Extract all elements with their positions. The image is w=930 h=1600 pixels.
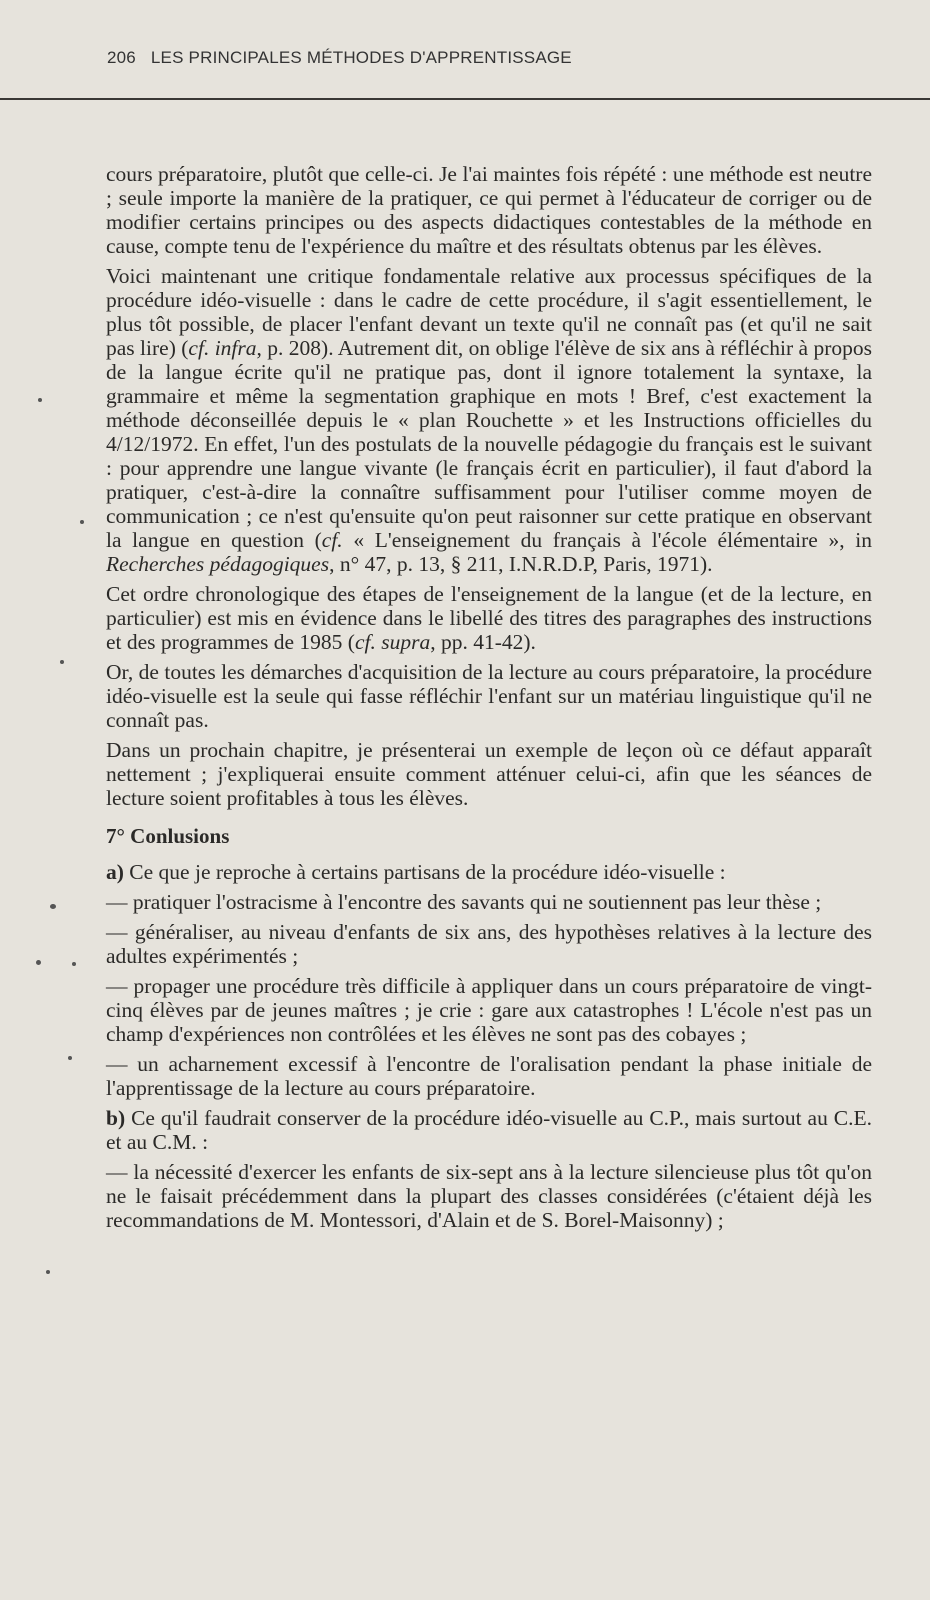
section-heading: 7° Conlusions [106,824,230,848]
paper-speck [50,904,56,909]
paragraph-1: cours préparatoire, plutôt que celle-ci. Je l'ai maintes fois répété : une méthode est neutre ; seule importe la manière de la pratiquer, ce qui permet à l'éducateur de corriger ou de modifier certains principes ou des aspects didactiques contestables de la méthode en cause, compte tenu de l'expérience du maître et des résultats obtenus par les élèves. [106,162,872,258]
page-number: 206 [107,48,136,67]
paragraph-2 [106,264,872,576]
running-title: LES PRINCIPALES MÉTHODES D'APPRENTISSAGE [150,48,572,67]
paper-speck [46,1270,50,1274]
p3-part-a: Cet ordre chronologique des étapes de l'enseignement de la langue (et de la lecture, en particulier) est mis en évidence dans le libellé des titres des paragraphes des instructions et des programmes de 1985 ( [106,582,872,654]
paper-speck [68,1056,72,1060]
p3-cf-supra: cf. supra [354,630,431,654]
p2-journal-title: Recherches pédagogiques [106,552,330,576]
p2-cf: cf. [321,528,343,552]
point-a-item: — généraliser, au niveau d'enfants de six ans, des hypothèses relatives à la lecture des adultes expérimentés ; [106,920,872,968]
point-a-label: a) [106,860,124,884]
paragraph-3 [106,582,872,654]
p2-part-c: « L'enseignement du français à l'école élémentaire », in [342,528,872,552]
point-a-item: — propager une procédure très difficile à appliquer dans un cours préparatoire de vingt-cinq élèves par de jeunes maîtres ; je crie : gare aux catastrophes ! L'école n'est pas un champ d'expériences non contrôlées et les élèves ne sont pas des cobayes ; [106,974,872,1046]
p2-part-d: , n° 47, p. 13, § 211, I.N.R.D.P, Paris, 1971). [329,552,713,576]
header-rule [0,98,930,100]
paper-speck [60,660,64,664]
point-a-item: — pratiquer l'ostracisme à l'encontre des savants qui ne soutiennent pas leur thèse ; [106,890,822,914]
paper-speck [38,398,42,402]
point-b-label: b) [106,1106,126,1130]
paragraph-5: Dans un prochain chapitre, je présenterai un exemple de leçon où ce défaut apparaît nettement ; j'expliquerai ensuite comment atténuer celui-ci, afin que les séances de lecture soient profitables à tous les élèves. [106,738,872,810]
paper-speck [72,962,76,966]
point-a-text: Ce que je reproche à certains partisans de la procédure idéo-visuelle : [123,860,726,884]
paragraph-4: Or, de toutes les démarches d'acquisition de la lecture au cours préparatoire, la procédure idéo-visuelle est la seule qui fasse réfléchir l'enfant sur un matériau linguistique qu'il ne connaît pas. [106,660,872,732]
p2-cf-infra: cf. infra [188,336,257,360]
point-b-text: Ce qu'il faudrait conserver de la procédure idéo-visuelle au C.P., mais surtout au C.E. et au C.M. : [106,1106,872,1154]
point-b-item: — la nécessité d'exercer les enfants de six-sept ans à la lecture silencieuse plus tôt qu'on ne le faisait précédemment dans la plupart des classes considérées (c'étaient déjà les recommandations de M. Montessori, d'Alain et de S. Borel-Maisonny) ; [106,1160,872,1232]
running-header [107,48,572,68]
paper-speck [36,960,41,965]
point-a [106,860,872,884]
paper-speck [80,520,84,524]
point-b [106,1106,872,1154]
body-text [106,162,872,1238]
p2-part-a: Voici maintenant une critique fondamentale relative aux processus spécifiques de la procédure idéo-visuelle : dans le cadre de cette procédure, il s'agit essentiellement, le plus tôt possible, de placer l'enfant devant un texte qu'il ne connaît pas (et qu'il ne sait pas lire) ( [106,264,872,360]
p3-part-b: , pp. 41-42). [430,630,536,654]
point-a-item: — un acharnement excessif à l'encontre de l'oralisation pendant la phase initiale de l'apprentissage de la lecture au cours préparatoire. [106,1052,872,1100]
p2-part-b: , p. 208). Autrement dit, on oblige l'élève de six ans à réfléchir à propos de la langue écrite qu'il ne pratique pas, dont il ignore totalement la syntaxe, la grammaire et même la segmentation graphique en mots ! Bref, c'est exactement la méthode déconseillée depuis le « plan Rouchette » et les Instructions officielles du 4/12/1972. En effet, l'un des postulats de la nouvelle pédagogie du français est le suivant : pour apprendre une langue vivante (le français écrit en particulier), il faut d'abord la pratiquer, c'est-à-dire la connaître suffisamment pour l'utiliser comme moyen de communication ; ce n'est qu'ensuite qu'on peut raisonner sur cette pratique en observant la langue en question ( [106,336,872,552]
